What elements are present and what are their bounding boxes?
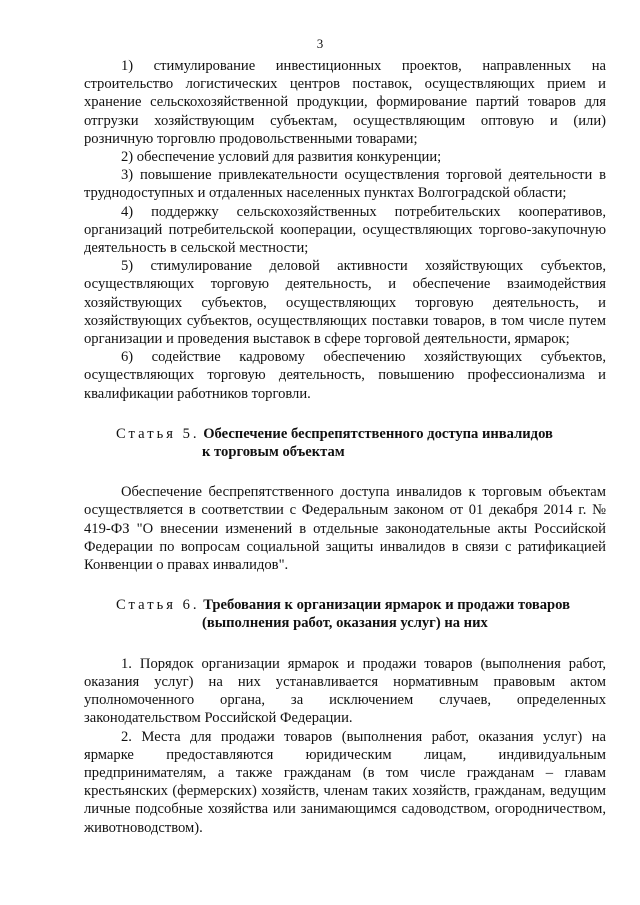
article-6-title-line1: Требования к организации ярмарок и продажи товаров bbox=[203, 597, 570, 614]
list-item: 3) повышение привлекательности осуществления торговой деятельности в труднодоступных и отдаленных населенных пунктах Волгоградской области; bbox=[84, 167, 606, 202]
document-body bbox=[84, 57, 606, 837]
article-5-title-line1: Обеспечение беспрепятственного доступа инвалидов bbox=[203, 425, 553, 442]
article-6-title-line2: (выполнения работ, оказания услуг) на них bbox=[202, 615, 488, 632]
article-6-label: Статья 6. bbox=[116, 597, 200, 614]
list-item: 1) стимулирование инвестиционных проектов, направленных на строительство логистических центров поставок, осуществляющих прием и хранение сельскохозяйственной продукции, формирование партий товаров для отгрузки хозяйствующим субъектам, осуществляющим оптовую и (или) розничную торговлю продовольственными товарами; bbox=[84, 58, 606, 147]
article-6-paragraph: 1. Порядок организации ярмарок и продажи товаров (выполнения работ, оказания услуг) на них устанавливается нормативным правовым актом уполномоченного органа, за исключением случаев, определенных законодательством Российской Федерации. bbox=[84, 655, 606, 727]
article-5-paragraph: Обеспечение беспрепятственного доступа инвалидов к торговым объектам осуществляется в соответствии с Федеральным законом от 01 декабря 2014 г. № 419-ФЗ "О внесении изменений в отдельные законодательные акты Российской Федерации по вопросам социальной защиты инвалидов в связи с ратификацией Конвенции о правах инвалидов". bbox=[84, 484, 606, 574]
list-item: 2) обеспечение условий для развития конкуренции; bbox=[121, 149, 442, 166]
article-5-heading bbox=[84, 425, 606, 461]
article-5-label: Статья 5. bbox=[116, 425, 200, 442]
page-number: 3 bbox=[316, 36, 324, 51]
article-6-paragraph: 2. Места для продажи товаров (выполнения работ, оказания услуг) на ярмарке предоставляются юридическим лицам, индивидуальным предпринимателям, а также гражданам (в том числе гражданам – главам крестьянских (фермерских) хозяйств, членам таких хозяйств, гражданам, ведущим личные подсобные хозяйства или занимающимся садоводством, огородничеством, животноводством). bbox=[84, 728, 606, 836]
list-item: 5) стимулирование деловой активности хозяйствующих субъектов, осуществляющих торговую деятельность, и обеспечение взаимодействия хозяйствующих субъектов, осуществляющих торговую деятельность, и хозяйствующих субъектов, осуществляющих поставки товаров, в том числе путем организации и проведения выставок в сфере торговой деятельности, ярмарок; bbox=[84, 258, 606, 348]
article-6-heading bbox=[84, 596, 606, 632]
article-5-title-line2: к торговым объектам bbox=[202, 444, 345, 461]
list-item: 6) содействие кадровому обеспечению хозяйствующих субъектов, осуществляющих торговую деятельность, повышению профессионализма и квалификации работников торговли. bbox=[84, 349, 606, 402]
list-item: 4) поддержку сельскохозяйственных потребительских кооперативов, организаций потребительской кооперации, осуществляющих торгово-закупочную деятельность в сельской местности; bbox=[84, 203, 606, 257]
